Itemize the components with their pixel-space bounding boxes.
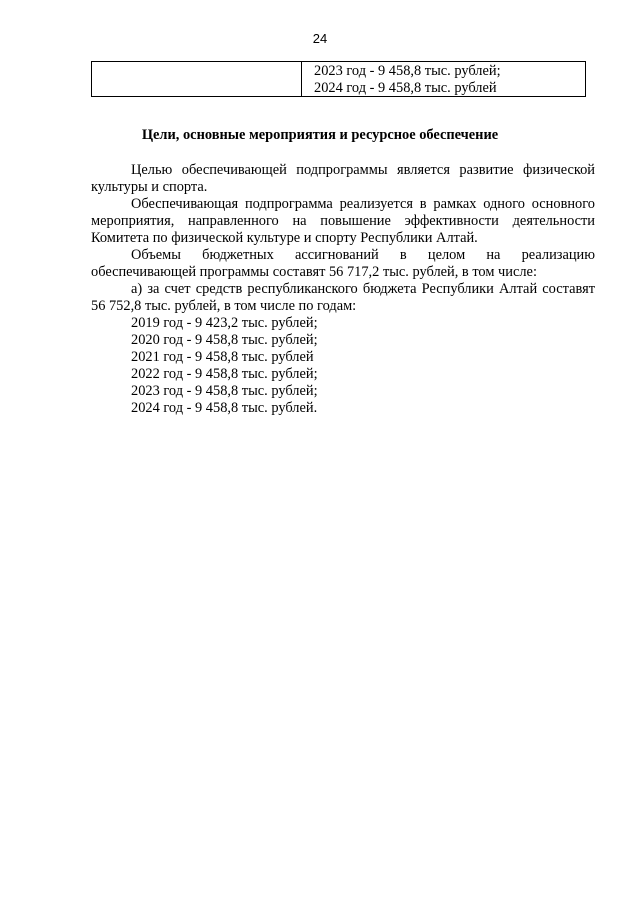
paragraph: а) за счет средств республиканского бюджета Республики Алтай составят 56 752,8 тыс. рублей, в том числе по годам: [91, 281, 595, 314]
document-body [91, 162, 595, 417]
table-column-divider [301, 62, 302, 96]
budget-table [91, 61, 586, 97]
year-item: 2020 год - 9 458,8 тыс. рублей; [131, 332, 318, 348]
paragraph: Объемы бюджетных ассигнований в целом на реализацию обеспечивающей программы составят 56 717,2 тыс. рублей, в том числе: [91, 247, 595, 280]
year-list [91, 315, 595, 417]
paragraph: Целью обеспечивающей подпрограммы является развитие физической культуры и спорта. [91, 162, 595, 195]
section-title: Цели, основные мероприятия и ресурсное обеспечение [141, 127, 499, 143]
table-cell-years [314, 63, 501, 96]
table-line: 2023 год - 9 458,8 тыс. рублей; [314, 63, 501, 79]
year-item: 2021 год - 9 458,8 тыс. рублей [131, 349, 314, 365]
year-item: 2023 год - 9 458,8 тыс. рублей; [131, 383, 318, 399]
page-number: 24 [312, 31, 328, 46]
year-item: 2022 год - 9 458,8 тыс. рублей; [131, 366, 318, 382]
year-item: 2019 год - 9 423,2 тыс. рублей; [131, 315, 318, 331]
paragraph: Обеспечивающая подпрограмма реализуется в рамках одного основного мероприятия, направленного на повышение эффективности деятельности Комитета по физической культуре и спорту Республики Алтай. [91, 196, 595, 246]
year-item: 2024 год - 9 458,8 тыс. рублей. [131, 400, 318, 416]
table-line: 2024 год - 9 458,8 тыс. рублей [314, 79, 497, 96]
